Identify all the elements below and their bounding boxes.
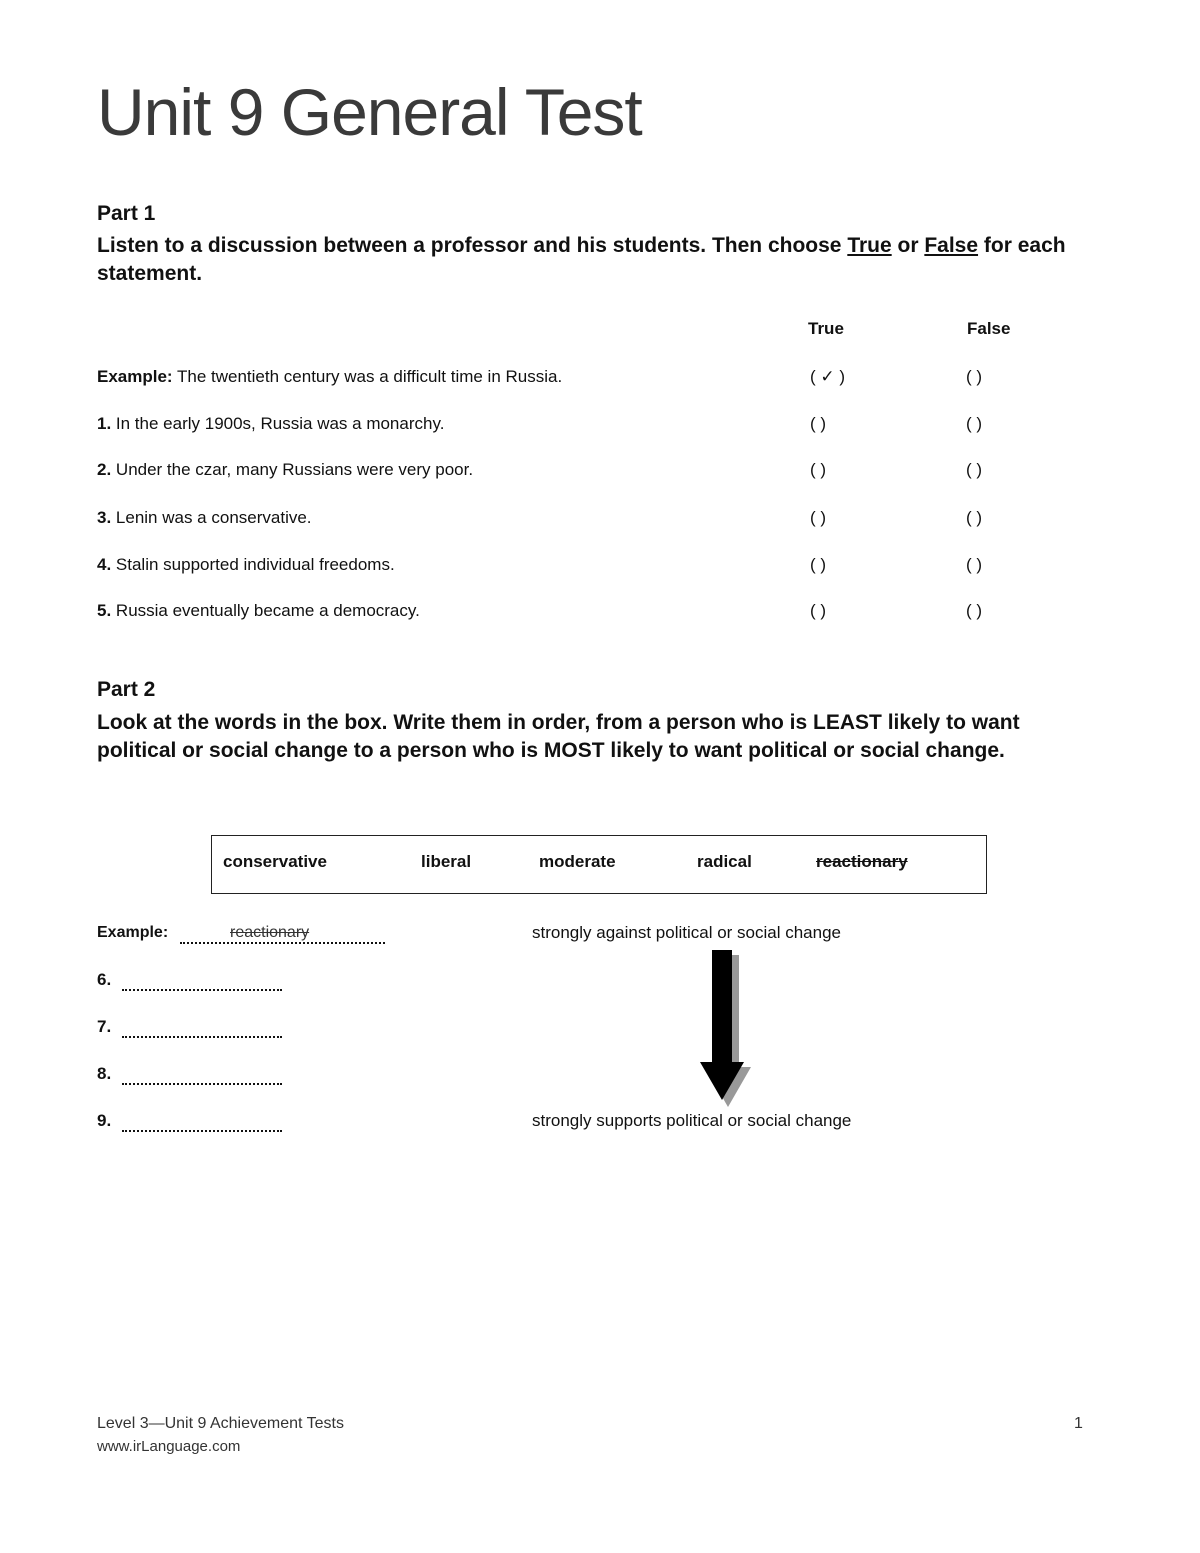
scale-bottom-label: strongly supports political or social change xyxy=(532,1111,852,1130)
statement-row xyxy=(97,367,562,387)
statement-text: Stalin supported individual freedoms. xyxy=(111,555,395,574)
true-checkbox[interactable]: ( ✓ ) xyxy=(810,367,846,386)
true-checkbox[interactable]: ( ) xyxy=(810,555,827,574)
false-checkbox[interactable]: ( ) xyxy=(966,414,983,433)
statement-label: 4. xyxy=(97,555,112,574)
statement-text: Russia eventually became a democracy. xyxy=(111,601,420,620)
column-true-header: True xyxy=(808,319,844,338)
instruction-false: False xyxy=(924,234,979,257)
statement-label: 1. xyxy=(97,414,112,433)
column-false-header: False xyxy=(967,319,1011,338)
instruction-true: True xyxy=(847,234,892,257)
page-number: 1 xyxy=(1074,1415,1083,1432)
word-box-item: conservative xyxy=(223,852,327,871)
example-answer: reactionary xyxy=(230,924,310,941)
page-title: Unit 9 General Test xyxy=(97,75,642,149)
example-label: Example: xyxy=(97,924,169,941)
statement-text: Lenin was a conservative. xyxy=(111,508,312,527)
scale-top-label: strongly against political or social change xyxy=(532,923,842,942)
answer-blank[interactable] xyxy=(122,975,282,991)
footer-url[interactable]: www.irLanguage.com xyxy=(97,1438,241,1455)
part1-instruction xyxy=(97,232,1097,288)
instruction-suffix: for each statement. xyxy=(97,234,1066,285)
down-arrow-icon xyxy=(690,948,754,1108)
blank-label: 6. xyxy=(97,970,112,989)
statement-row xyxy=(97,460,473,480)
statement-text: In the early 1900s, Russia was a monarchy. xyxy=(111,414,445,433)
answer-blank[interactable] xyxy=(122,1116,282,1132)
part2-instruction: Look at the words in the box. Write them in order, from a person who is LEAST likely to want political or social change to a person who is MOST likely to want political or social change. xyxy=(97,711,1020,762)
statement-row xyxy=(97,601,420,621)
statement-row xyxy=(97,508,312,528)
word-box-item: moderate xyxy=(539,852,616,871)
instruction-or: or xyxy=(891,234,925,257)
false-checkbox[interactable]: ( ) xyxy=(966,508,983,527)
statement-label: 3. xyxy=(97,508,112,527)
footer-title: Level 3—Unit 9 Achievement Tests xyxy=(97,1415,344,1432)
statement-label: 2. xyxy=(97,460,112,479)
blank-label: 8. xyxy=(97,1064,112,1083)
instruction-text: Listen to a discussion between a professor and his students. Then choose xyxy=(97,234,848,257)
false-checkbox[interactable]: ( ) xyxy=(966,460,983,479)
true-checkbox[interactable]: ( ) xyxy=(810,460,827,479)
statement-text: The twentieth century was a difficult time in Russia. xyxy=(172,367,563,386)
true-checkbox[interactable]: ( ) xyxy=(810,601,827,620)
statement-row xyxy=(97,414,444,434)
statement-label: Example: xyxy=(97,367,173,386)
part1-heading: Part 1 xyxy=(97,202,156,225)
part2-heading: Part 2 xyxy=(97,678,156,701)
statement-text: Under the czar, many Russians were very poor. xyxy=(111,460,474,479)
blank-label: 9. xyxy=(97,1111,112,1130)
false-checkbox[interactable]: ( ) xyxy=(966,555,983,574)
statement-row xyxy=(97,555,395,575)
false-checkbox[interactable]: ( ) xyxy=(966,367,983,386)
word-box-item-crossed: reactionary xyxy=(816,852,908,871)
answer-blank[interactable] xyxy=(122,1022,282,1038)
true-checkbox[interactable]: ( ) xyxy=(810,414,827,433)
word-box-item: liberal xyxy=(421,852,472,871)
blank-label: 7. xyxy=(97,1017,112,1036)
statement-label: 5. xyxy=(97,601,112,620)
true-checkbox[interactable]: ( ) xyxy=(810,508,827,527)
word-box-item: radical xyxy=(697,852,752,871)
false-checkbox[interactable]: ( ) xyxy=(966,601,983,620)
answer-blank[interactable] xyxy=(122,1069,282,1085)
